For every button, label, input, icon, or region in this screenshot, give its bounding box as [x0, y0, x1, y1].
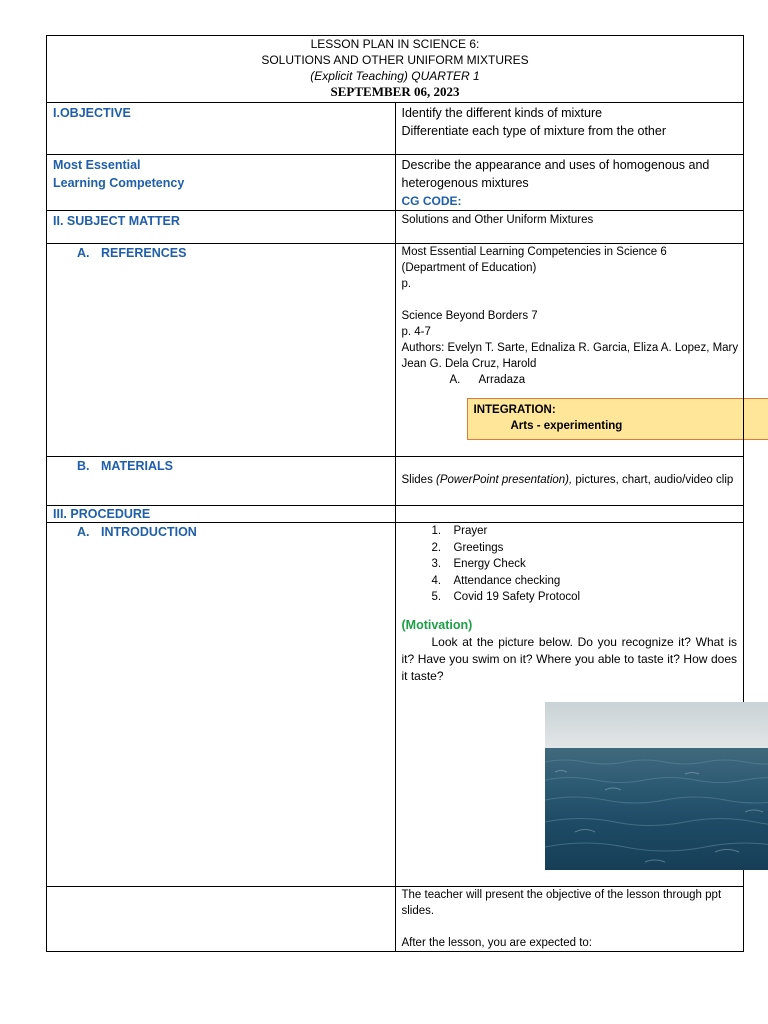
lesson-plan-title: LESSON PLAN IN SCIENCE 6:: [310, 37, 480, 51]
materials-label: B. MATERIALS: [77, 459, 173, 473]
integration-box: [467, 398, 768, 440]
introduction-row: [47, 523, 744, 887]
procedure-row: [47, 506, 744, 523]
sea-photo: [545, 702, 768, 870]
list-item: 2. Greetings: [431, 541, 504, 554]
list-item: 5. Covid 19 Safety Protocol: [431, 591, 581, 603]
reference-line: (Department of Education): [401, 262, 537, 274]
reference-line: Most Essential Learning Competencies in Science 6: [401, 246, 667, 258]
integration-item: Arts - experimenting: [510, 420, 623, 432]
melc-label: Most Essential Learning Competency: [53, 158, 185, 190]
subject-matter-label: II. SUBJECT MATTER: [53, 214, 180, 228]
procedure-label: III. PROCEDURE: [53, 507, 151, 521]
list-item: 1. Prayer: [431, 525, 488, 537]
intro-steps-list: [402, 523, 744, 606]
objective-line: Identify the different kinds of mixture: [401, 106, 603, 120]
teaching-quarter: (Explicit Teaching) QUARTER 1: [310, 69, 480, 83]
lesson-topic: SOLUTIONS AND OTHER UNIFORM MIXTURES: [261, 53, 529, 67]
objective-label: I.OBJECTIVE: [53, 106, 131, 120]
introduction-label: A. INTRODUCTION: [77, 525, 197, 539]
melc-row: [47, 155, 744, 211]
cg-code: CG CODE:: [401, 194, 462, 208]
references-label: A. REFERENCES: [77, 246, 187, 260]
melc-text: Describe the appearance and uses of homogenous and heterogenous mixtures: [401, 158, 710, 190]
reference-authors: Authors: Evelyn T. Sarte, Ednaliza R. Garcia, Eliza A. Lopez, Mary Jean G. Dela Cruz, Harold: [401, 342, 739, 370]
motivation-question: Look at the picture below. Do you recognize it? What is it? Have you swim on it? Where you able to taste it? How does it taste?: [401, 634, 737, 683]
list-item: 4. Attendance checking: [431, 574, 561, 587]
lesson-date: SEPTEMBER 06, 2023: [330, 84, 460, 99]
reference-line: p. 4-7: [401, 326, 431, 338]
subject-matter-row: [47, 211, 744, 244]
objective-row: [47, 103, 744, 155]
objective-line: Differentiate each type of mixture from the other: [401, 124, 666, 138]
materials-text: Slides (PowerPoint presentation), pictures, chart, audio/video clip: [401, 474, 734, 486]
wave-texture: [545, 702, 768, 870]
reference-line: p.: [401, 278, 412, 290]
reference-line: Science Beyond Borders 7: [401, 310, 538, 322]
presentation-line: After the lesson, you are expected to:: [401, 937, 593, 949]
motivation-heading: (Motivation): [401, 617, 473, 632]
references-row: [47, 244, 744, 457]
materials-row: [47, 457, 744, 506]
presentation-line: The teacher will present the objective of the lesson through ppt slides.: [401, 889, 722, 917]
reference-authors-cont: A. Arradaza: [449, 374, 526, 386]
list-item: 3. Energy Check: [431, 558, 526, 570]
subject-matter-text: Solutions and Other Uniform Mixtures: [401, 214, 594, 226]
lesson-plan-table: [46, 35, 744, 952]
objective-presentation-row: [47, 887, 744, 952]
integration-title: INTEGRATION:: [473, 404, 556, 416]
header-cell: [47, 36, 744, 103]
reference-list: [396, 244, 744, 388]
